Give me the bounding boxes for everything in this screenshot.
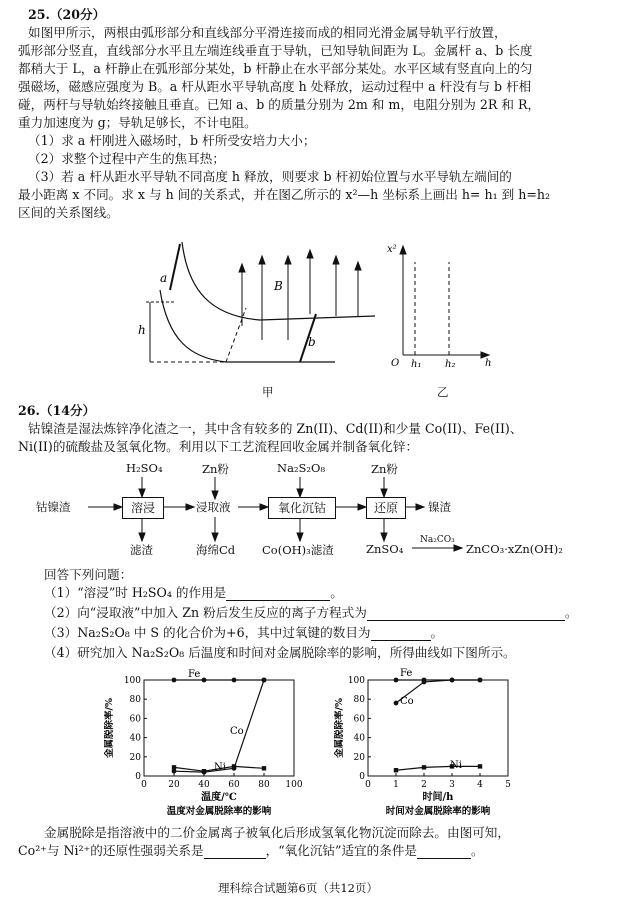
q26-after-2b: ，“氧化沉钴”适宜的条件是 [265,843,418,858]
answer-blank-5[interactable] [204,845,266,859]
chart-temperature [104,664,314,816]
series-line-co [174,680,264,772]
label-h: h [138,323,146,337]
tick-h2: h₂ [445,359,456,370]
x-tick-label: 0 [141,780,147,790]
data-point-co [422,680,427,685]
q25-question: （3）若 a 杆从距水平导轨不同高度 h 释放，则要求 b 杆初始位置与水平导轨左端间的 [28,169,512,184]
y-tick-label: 0 [135,772,141,782]
data-point-ni [172,765,176,769]
byproduct-coooh: Co(OH)₃滤渣 [262,543,334,557]
x-tick-label: 40 [198,780,210,790]
q25-line: 强磁场，磁感应强度为 B。a 杆从距水平导轨高度 h 处释放，运动过程中 a 杆没有与 b 杆相 [18,79,532,94]
q25-line: 如图甲所示，两根由弧形部分和直线部分平滑连接而成的相同光滑金属导轨平行放置， [28,25,507,40]
plot-frame [368,680,508,776]
x-axis-title: 温度/℃ [201,792,237,803]
y-tick-label: 80 [353,695,365,706]
reagent-h2so4: H₂SO₄ [126,461,163,475]
reagent-na2s2o8: Na₂S₂O₈ [277,461,326,475]
q25-line: 弧形部分竖直，直线部分水平且左端连线垂直于导轨，已知导轨间距为 L。金属杆 a、b 长度 [18,43,533,58]
x2-h-axes-yi [385,240,495,370]
q26-question-1-text: （1）“溶浸”时 H₂SO₄ 的作用是 [44,585,227,600]
answer-blank-3[interactable] [371,627,431,641]
q25-question: 最小距离 x 不同。求 x 与 h 间的关系式，并在图乙所示的 x²—h 坐标系上画出 h= h₁ 到 h=h₂ [18,187,551,202]
byproduct-residue: 滤渣 [130,543,153,557]
q26-heading: 26.（14分） [18,403,96,418]
series-label-fe: Fe [188,669,201,680]
x-tick-label: 4 [477,780,483,790]
q26-intro: 钴镍渣是湿法炼锌净化渣之一，其中含有较多的 Zn(II)、Cd(II)和少量 Co(II)、Fe(II)、 [28,421,523,436]
x-tick-label: 1 [393,780,399,790]
series-label-fe: Fe [400,668,413,679]
x-axis-title: 时间/h [422,792,454,803]
series-label-ni: Ni [450,760,462,771]
q26-question-2: （2）向“浸取液”中加入 Zn 粉后发生反应的离子方程式为 。 [44,605,578,620]
answer-blank-2[interactable] [367,607,565,621]
x-tick-label: 3 [449,780,455,790]
x-tick-label: 80 [258,780,270,790]
series-label-co: Co [230,726,244,737]
x-tick-label: 100 [285,780,303,790]
q26-after-2: Co²⁺与 Ni²⁺的还原性强弱关系是 ，“氧化沉钴”适宜的条件是 。 [18,843,484,858]
y-tick-label: 40 [129,733,141,744]
y-axis-title: 金属脱除率/% [334,698,345,758]
q26-question-1: （1）“溶浸”时 H₂SO₄ 的作用是 。 [44,585,343,600]
figure-caption-jia: 甲 [262,385,274,399]
series-label-co: Co [400,696,414,707]
axis-x2-label: x² [387,244,397,255]
step-oxidation-co: 氧化沉钴 [268,497,336,519]
q26-question-2-text: （2）向“浸取液”中加入 Zn 粉后发生反应的离子方程式为 [44,605,367,620]
data-point-co [262,678,267,683]
data-point-ni [262,766,266,770]
y-tick-label: 20 [353,752,365,763]
y-tick-label: 20 [129,752,141,763]
tick-h1: h₁ [411,359,422,370]
y-tick-label: 40 [353,733,365,744]
q26-question-4: （4）研究加入 Na₂S₂O₈ 后温度和时间对金属脱除率的影响，所得曲线如下图所示。 [44,645,516,660]
flow-start: 钴镍渣 [36,500,71,514]
data-point-ni [202,769,206,773]
y-tick-label: 60 [129,714,141,725]
q26-question-3-text: （3）Na₂S₂O₈ 中 S 的化合价为+6，其中过氧键的数目为 [44,625,371,640]
q25-line: 碰，两杆与导轨始终接触且垂直。已知 a、b 的质量分别为 2m 和 m，电阻分别为 2R 和 R， [18,97,541,112]
q26-prompt: 回答下列问题： [44,567,133,582]
flow-leachate: 浸取液 [196,500,231,514]
byproduct-znso4: ZnSO₄ [366,542,404,556]
data-point-fe [172,678,177,683]
step-leaching: 溶浸 [122,497,164,519]
x-tick-label: 2 [421,780,427,790]
data-point-ni [394,768,398,772]
q25-line: 都稍大于 L，a 杆静止在弧形部分某处，b 杆静止在水平部分某处。水平区域有竖直向上的匀 [18,61,533,76]
x-tick-label: 0 [365,780,371,790]
data-point-co [478,678,483,683]
x-tick-label: 5 [505,780,511,790]
data-point-fe [202,678,207,683]
data-point-co [394,701,399,706]
q25-line: 重力加速度为 g；导轨足够长，不计电阻。 [18,115,257,130]
data-point-ni [422,765,426,769]
q26-after-2a: Co²⁺与 Ni²⁺的还原性强弱关系是 [18,843,204,858]
y-tick-label: 60 [353,714,365,725]
y-tick-label: 100 [347,676,365,686]
data-point-fe [394,678,399,683]
q26-question-3: （3）Na₂S₂O₈ 中 S 的化合价为+6，其中过氧键的数目为 。 [44,625,444,640]
q25-question: （2）求整个过程中产生的焦耳热； [28,151,225,166]
label-b: b [308,335,316,349]
q26-after-1: 金属脱除是指溶液中的二价金属离子被氧化后形成氢氧化物沉淀而除去。由图可知， [44,825,510,840]
chart-title: 温度对金属脱除率的影响 [166,806,272,816]
answer-blank-6[interactable] [417,845,471,859]
origin-label: O [391,358,400,369]
axis-h-label: h [485,358,492,369]
chart-time [334,664,529,816]
figure-caption-yi: 乙 [437,385,449,399]
q25-question: 区间的关系图线。 [18,205,119,220]
data-point-co [450,678,455,683]
x-tick-label: 60 [228,780,240,790]
reagent-zn: Zn粉 [202,462,229,476]
q26-intro: Ni(II)的硫酸盐及氢氧化物。利用以下工艺流程回收金属并制备氧化锌： [18,439,419,454]
y-tick-label: 80 [129,695,141,706]
y-tick-label: 0 [359,772,365,782]
page-footer: 理科综合试题第6页（共12页） [218,881,378,895]
flow-end: 镍渣 [428,500,451,514]
q25-question: （1）求 a 杆刚进入磁场时，b 杆所受安培力大小； [28,133,316,148]
rail-diagram-jia [130,230,380,392]
reagent-na2co3: Na₂CO₃ [420,535,455,545]
series-line-ni [396,766,480,770]
y-axis-title: 金属脱除率/% [104,698,115,758]
label-a: a [160,271,168,285]
x-tick-label: 20 [168,780,180,790]
chart-title: 时间对金属脱除率的影响 [385,806,491,816]
step-reduction: 还原 [366,497,406,519]
final-product: ZnCO₃·xZn(OH)₂ [466,542,563,556]
data-point-fe [232,678,237,683]
label-B: B [274,279,283,293]
y-tick-label: 100 [123,676,141,686]
q25-heading: 25.（20分） [28,7,106,22]
data-point-ni [232,764,236,768]
reagent-zn-2: Zn粉 [371,462,398,476]
answer-blank-1[interactable] [226,587,330,601]
data-point-ni [478,764,482,768]
series-label-ni: Ni [214,762,226,773]
byproduct-cd: 海绵Cd [196,543,236,557]
